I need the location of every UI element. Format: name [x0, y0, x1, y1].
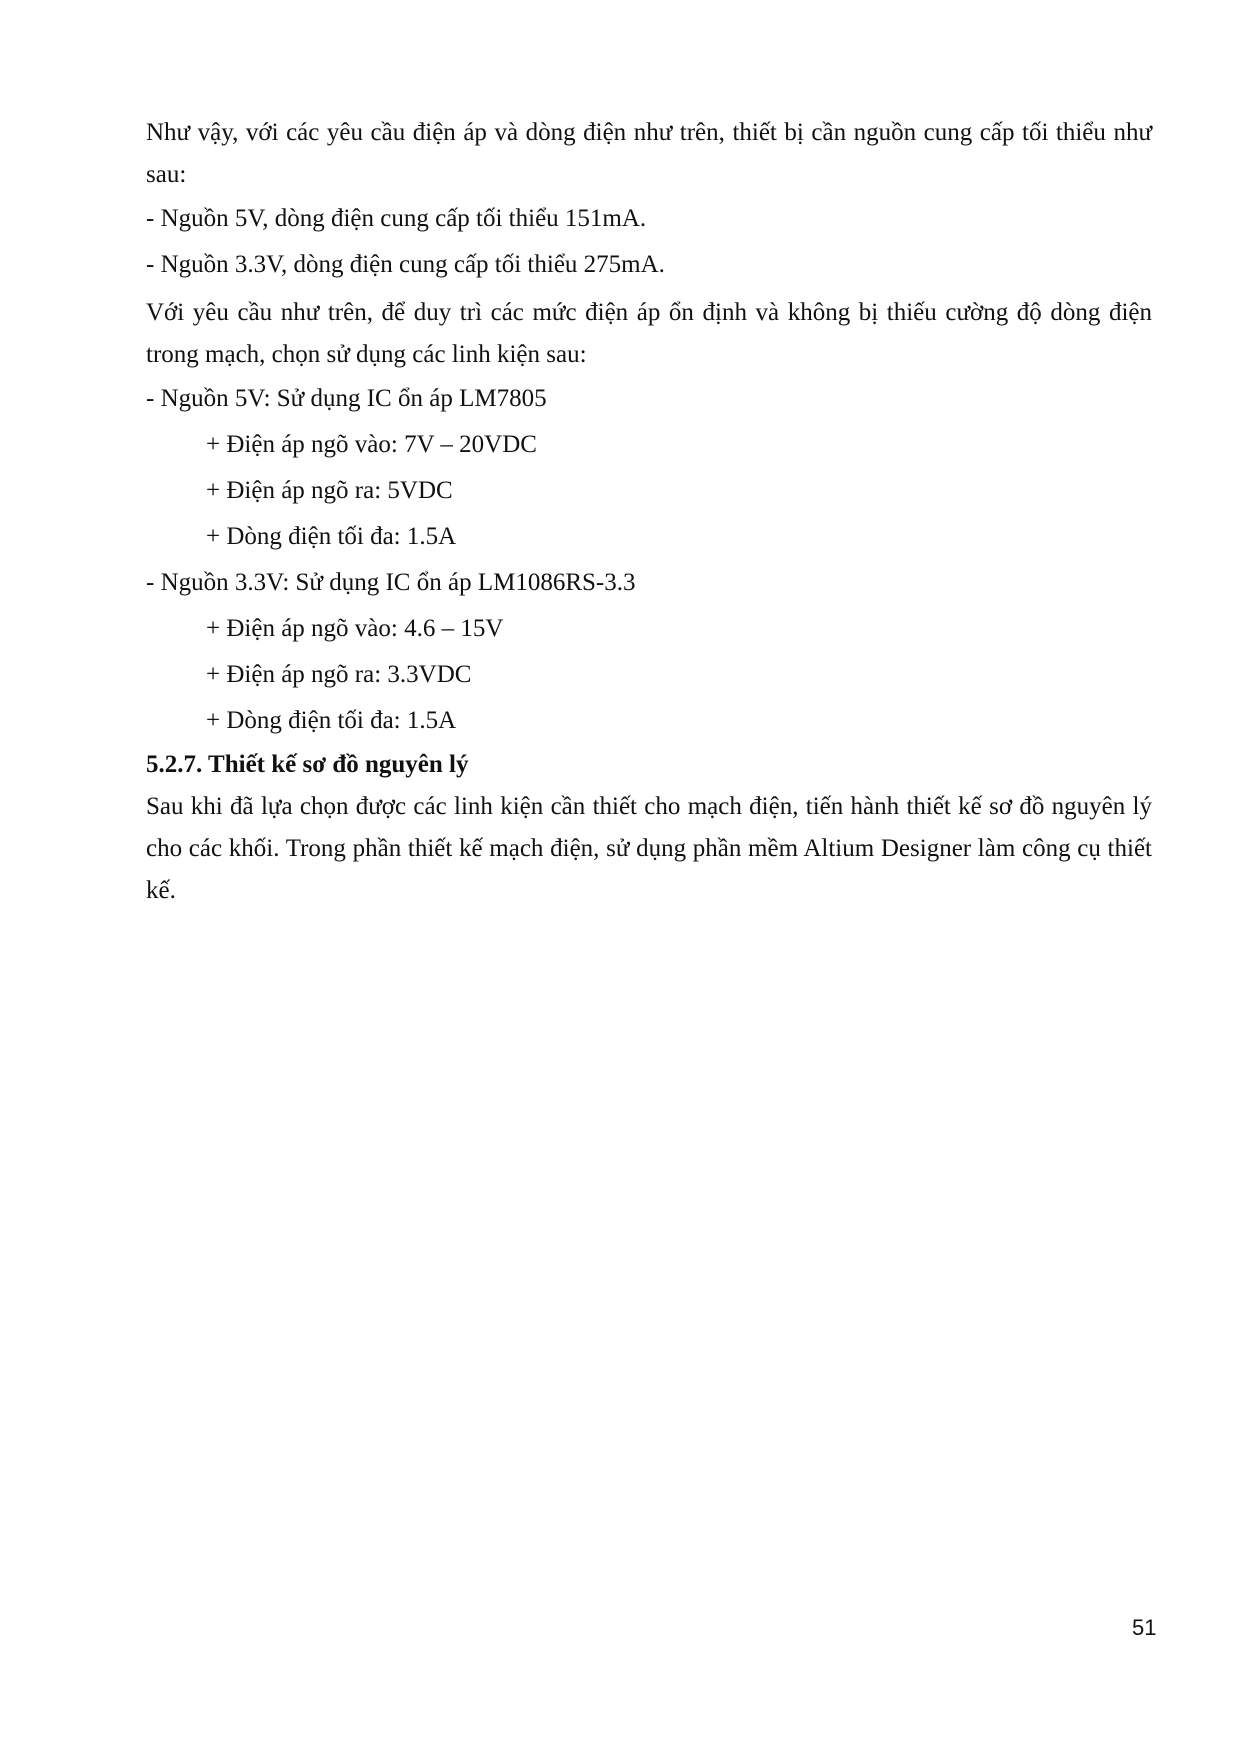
source-3v3-spec-input: + Điện áp ngõ vào: 4.6 – 15V — [206, 615, 504, 642]
source-5v-spec-output: + Điện áp ngõ ra: 5VDC — [206, 477, 453, 504]
selection-paragraph: Với yêu cầu như trên, để duy trì các mức điện áp ổn định và không bị thiếu cường độ dòng điện trong mạch, chọn sử dụng các linh kiện sau: — [146, 299, 1152, 368]
section-body: Sau khi đã lựa chọn được các linh kiện cần thiết cho mạch điện, tiến hành thiết kế sơ đồ nguyên lý cho các khối. Trong phần thiết kế mạch điện, sử dụng phần mềm Altium Designer làm công cụ thiết kế. — [146, 793, 1152, 904]
requirement-3v3: - Nguồn 3.3V, dòng điện cung cấp tối thiểu 275mA. — [146, 251, 665, 278]
document-page — [146, 112, 1152, 912]
page-number: 51 — [1132, 1615, 1157, 1640]
source-5v-spec-current: + Dòng điện tối đa: 1.5A — [206, 523, 457, 550]
source-5v-spec-input: + Điện áp ngõ vào: 7V – 20VDC — [206, 431, 537, 458]
intro-paragraph: Như vậy, với các yêu cầu điện áp và dòng điện như trên, thiết bị cần nguồn cung cấp tối thiểu như sau: — [146, 119, 1152, 188]
source-3v3-title: - Nguồn 3.3V: Sử dụng IC ổn áp LM1086RS-3.3 — [146, 569, 636, 596]
section-heading: 5.2.7. Thiết kế sơ đồ nguyên lý — [146, 751, 469, 778]
source-3v3-spec-current: + Dòng điện tối đa: 1.5A — [206, 707, 457, 734]
source-5v-title: - Nguồn 5V: Sử dụng IC ổn áp LM7805 — [146, 385, 547, 412]
source-3v3-spec-output: + Điện áp ngõ ra: 3.3VDC — [206, 661, 472, 688]
requirement-5v: - Nguồn 5V, dòng điện cung cấp tối thiểu 151mA. — [146, 205, 647, 232]
